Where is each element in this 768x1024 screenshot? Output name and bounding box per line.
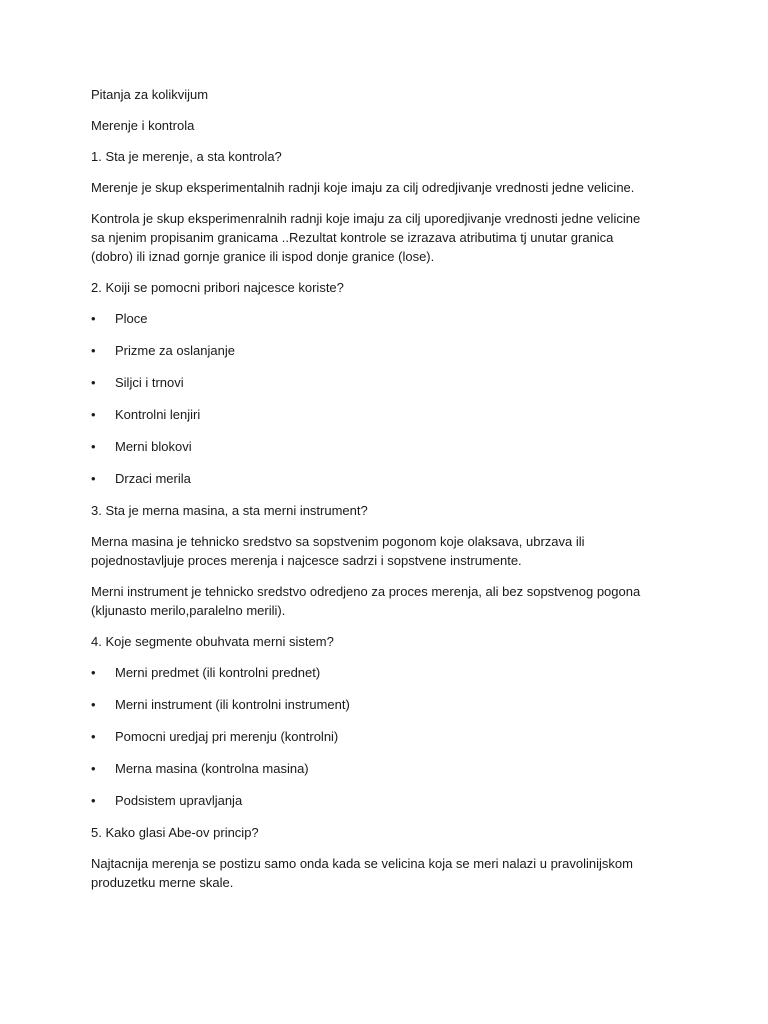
answer-1-kontrola: Kontrola je skup eksperimenralnih radnji koje imaju za cilj uporedjivanje vrednosti jedne velicine sa njenim propisanim granicama ..Rezultat kontrole se izrazava atributima tj unutar granica (dobro) ili iznad gornje granice ili ispod donje granice (lose). (91, 211, 641, 264)
list-item (91, 791, 648, 810)
list-item-text: Podsistem upravljanja (115, 793, 243, 808)
document-title: Pitanja za kolikvijum (91, 87, 209, 102)
answer-5-abe-princip: Najtacnija merenja se postizu samo onda kada se velicina koja se meri nalazi u pravolinijskom produzetku merne skale. (91, 856, 633, 890)
document-subtitle: Merenje i kontrola (91, 118, 195, 133)
list-item-text: Siljci i trnovi (115, 375, 184, 390)
list-item-text: Ploce (115, 311, 148, 326)
question-2: 2. Koiji se pomocni pribori najcesce koriste? (91, 280, 344, 295)
list-item-text: Merni blokovi (115, 439, 192, 454)
list-pomocni-pribori (91, 309, 648, 488)
list-item-text: Kontrolni lenjiri (115, 407, 201, 422)
list-item (91, 309, 648, 328)
answer-3-merna-masina: Merna masina je tehnicko sredstvo sa sopstvenim pogonom koje olaksava, ubrzava ili pojednostavljuje proces merenja i najcesce sadrzi i sopstvene instrumente. (91, 534, 585, 568)
bullet-icon: • (91, 665, 96, 680)
list-item (91, 759, 648, 778)
list-item-text: Prizme za oslanjanje (115, 343, 235, 358)
question-3: 3. Sta je merna masina, a sta merni instrument? (91, 503, 368, 518)
answer-3-merni-instrument: Merni instrument je tehnicko sredstvo odredjeno za proces merenja, ali bez sopstvenog pogona (kljunasto merilo,paralelno merili). (91, 584, 641, 618)
question-4: 4. Koje segmente obuhvata merni sistem? (91, 634, 334, 649)
bullet-icon: • (91, 375, 96, 390)
bullet-icon: • (91, 407, 96, 422)
bullet-icon: • (91, 729, 96, 744)
list-item (91, 469, 648, 488)
question-1: 1. Sta je merenje, a sta kontrola? (91, 149, 282, 164)
list-item-text: Pomocni uredjaj pri merenju (kontrolni) (115, 729, 339, 744)
list-item (91, 727, 648, 746)
question-5: 5. Kako glasi Abe-ov princip? (91, 825, 259, 840)
list-item (91, 341, 648, 360)
bullet-icon: • (91, 761, 96, 776)
bullet-icon: • (91, 471, 96, 486)
bullet-icon: • (91, 697, 96, 712)
list-item (91, 437, 648, 456)
list-item (91, 405, 648, 424)
bullet-icon: • (91, 343, 96, 358)
list-item-text: Drzaci merila (115, 471, 191, 486)
list-merni-sistem (91, 663, 648, 810)
answer-1-merenje: Merenje je skup eksperimentalnih radnji koje imaju za cilj odredjivanje vrednosti jedne velicine. (91, 180, 635, 195)
list-item (91, 373, 648, 392)
bullet-icon: • (91, 793, 96, 808)
list-item-text: Merni predmet (ili kontrolni prednet) (115, 665, 321, 680)
list-item (91, 663, 648, 682)
bullet-icon: • (91, 439, 96, 454)
list-item (91, 695, 648, 714)
bullet-icon: • (91, 311, 96, 326)
list-item-text: Merni instrument (ili kontrolni instrument) (115, 697, 350, 712)
list-item-text: Merna masina (kontrolna masina) (115, 761, 309, 776)
